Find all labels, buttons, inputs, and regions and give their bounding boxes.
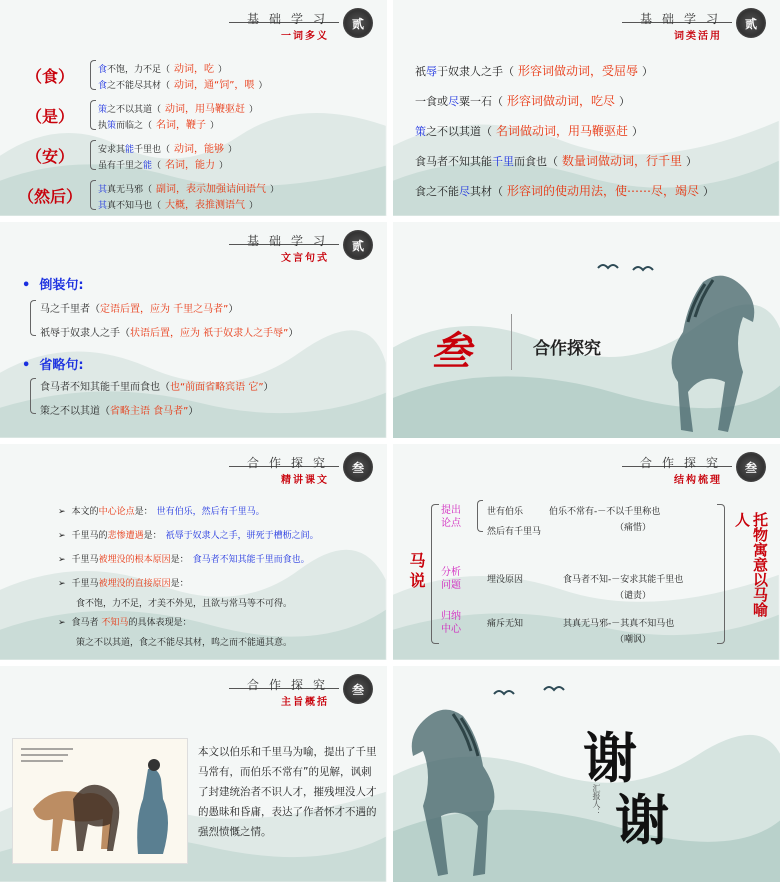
structure-col2: 其真无马邪-－其真不知马也 (563, 619, 675, 629)
daozhuang-line-2: 祇辱于奴隶人之手（状语后置，应为 祇于奴隶人之手辱”） (40, 328, 299, 339)
analysis-item: ➢ 千里马的悲惨遭遇是： 祇辱于奴隶人之手，骈死于槽枥之间。 (58, 531, 319, 541)
structure-col3: （痛惜） (615, 523, 652, 533)
slide-header: 基础学习 (246, 234, 335, 248)
definition-line: 其真无马邪（ 副词，表示加强诘问语气 ） (98, 184, 280, 195)
slide-subheader: 主旨概括 (281, 697, 329, 708)
structure-col3: （谴责） (615, 591, 652, 601)
birds (489, 680, 579, 704)
structure-tag: 分析问题 (441, 567, 461, 591)
definition-line: 策之不以其道（ 动词，用马鞭驱赶 ） (98, 104, 259, 115)
brace (90, 180, 96, 210)
brace-right (717, 504, 725, 644)
structure-col1b: 然后有千里马 (487, 527, 542, 537)
usage-row: 祇辱于奴隶人之手（ 形容词做动词，受屈辱 ） (415, 64, 654, 78)
section-badge: 贰 (343, 8, 373, 38)
painting-horses-figure (13, 739, 189, 865)
slide-yici-duoyi[interactable] (0, 0, 387, 216)
slide-subheader: 结构梳理 (674, 475, 722, 486)
section-badge: 叁 (343, 674, 373, 704)
brace-inner (477, 500, 483, 532)
word-label: （食） (26, 67, 75, 86)
thanks-char-2: 谢 (615, 789, 669, 852)
slide-subheader: 词类活用 (674, 31, 722, 42)
brace (90, 60, 96, 90)
structure-col1: 世有伯乐 (487, 507, 524, 517)
horse-painting (593, 262, 773, 438)
usage-row: 策之不以其道（ 名词做动词，用马鞭驱赶 ） (415, 124, 644, 138)
section-badge: 叁 (343, 452, 373, 482)
birds (593, 258, 663, 278)
usage-row: 食马者不知其能千里而食也（ 数量词做动词，行千里 ） (415, 154, 698, 168)
slide-cilei-huoyong[interactable] (393, 0, 780, 216)
structure-col1: 埋没原因 (487, 575, 524, 585)
definition-line: 执策而临之（ 名词，鞭子 ） (98, 120, 220, 131)
analysis-item: ➢ 千里马被埋没的直接原因是： (58, 579, 189, 589)
structure-col2: 伯乐不常有-－不以千里称也 (549, 507, 661, 517)
summary-text: 本文以伯乐和千里马为喻，提出了千里马常有，而伯乐不常有”的见解，讽刺了封建统治者不识人才，摧残埋没人才的愚昧和昏庸，表达了作者怀才不遇的强烈愤慨之情。 (198, 746, 377, 838)
slide-subheader: 一词多义 (281, 31, 329, 42)
painting-image (12, 738, 188, 864)
brace (30, 378, 36, 414)
presenter-label: 汇报人： (592, 784, 601, 816)
slide-subheader: 精讲课文 (281, 475, 329, 486)
structure-tag: 归纳中心 (441, 611, 461, 635)
brace-left (431, 504, 439, 644)
heading-daozhuang: 倒装句: (39, 278, 84, 293)
analysis-item: ➢ 食马者 不知马的具体表现是： (58, 618, 192, 628)
analysis-item: ➢ 本文的中心论点是： 世有伯乐，然后有千里马。 (58, 507, 265, 517)
definition-line: 安求其能千里也（ 动词，能够 ） (98, 144, 238, 155)
shenglue-line-2: 策之不以其道（省略主语 食马者”） (40, 406, 199, 417)
bullet-daozhuang: • 倒装句: (22, 278, 84, 293)
slide-subheader: 文言句式 (281, 253, 329, 264)
slide-section-title[interactable] (393, 222, 780, 438)
slide-header: 合作探究 (246, 456, 335, 470)
slide-header: 合作探究 (639, 456, 728, 470)
thanks-char-1: 谢 (583, 727, 637, 790)
section-seal-number: 叁 (427, 329, 481, 375)
section-badge: 贰 (736, 8, 766, 38)
slide-zhuzhi-gaikuo[interactable] (0, 666, 387, 882)
brace (90, 140, 96, 170)
section-title: 合作探究 (533, 339, 601, 359)
slide-header: 基础学习 (246, 12, 335, 26)
slide-jiegou-shuli[interactable] (393, 444, 780, 660)
daozhuang-line-1: 马之千里者（定语后置，应为 千里之马者”） (40, 304, 239, 315)
bullet-shenglue: • 省略句: (22, 358, 84, 373)
horse-painting (393, 696, 583, 882)
section-badge: 叁 (736, 452, 766, 482)
diagram-conclusion: 托物寓意以马喻人 (733, 512, 769, 617)
heading-shenglue: 省略句: (39, 358, 84, 373)
slide-header: 基础学习 (639, 12, 728, 26)
usage-row: 食之不能尽其材（ 形容词的使动用法，使⋯⋯尽，竭尽 ） (415, 184, 715, 198)
slide-jingjiang-kewen[interactable] (0, 444, 387, 660)
answer-direct-cause: 食不饱，力不足，才美不外见，且欲与常马等不可得。 (76, 599, 293, 609)
slide-wenyan-jushi[interactable] (0, 222, 387, 438)
definition-line: 虽有千里之能（ 名词，能力 ） (98, 160, 229, 171)
word-label: （安） (26, 147, 75, 166)
structure-col3: （嘲讽） (615, 635, 652, 645)
usage-row: 一食或尽粟一石（ 形容词做动词，吃尽 ） (415, 94, 631, 108)
structure-col2: 食马者不知-－安求其能千里也 (563, 575, 684, 585)
definition-line: 食之不能尽其材（ 动词，通“饲”，喂 ） (98, 80, 268, 91)
diagram-root: 马说 (407, 552, 426, 592)
word-label: （是） (26, 107, 75, 126)
brace (90, 100, 96, 130)
section-badge: 贰 (343, 230, 373, 260)
brace (30, 300, 36, 336)
word-label: （然后） (18, 187, 83, 206)
structure-tag: 提出论点 (441, 505, 461, 529)
structure-col1: 痛斥无知 (487, 619, 524, 629)
definition-line: 食不饱，力不足（ 动词，吃 ） (98, 64, 228, 75)
slide-header: 合作探究 (246, 678, 335, 692)
slide-thanks[interactable] (393, 666, 780, 882)
answer-performance: 策之不以其道，食之不能尽其材，鸣之而不能通其意。 (76, 638, 293, 648)
analysis-item: ➢ 千里马被埋没的根本原因是： 食马者不知其能千里而食也。 (58, 555, 310, 565)
shenglue-line-1: 食马者不知其能千里而食也（也“前面省略宾语 它”） (40, 382, 274, 393)
definition-line: 其真不知马也（ 大概，表推测语气 ） (98, 200, 259, 211)
divider (511, 314, 512, 370)
